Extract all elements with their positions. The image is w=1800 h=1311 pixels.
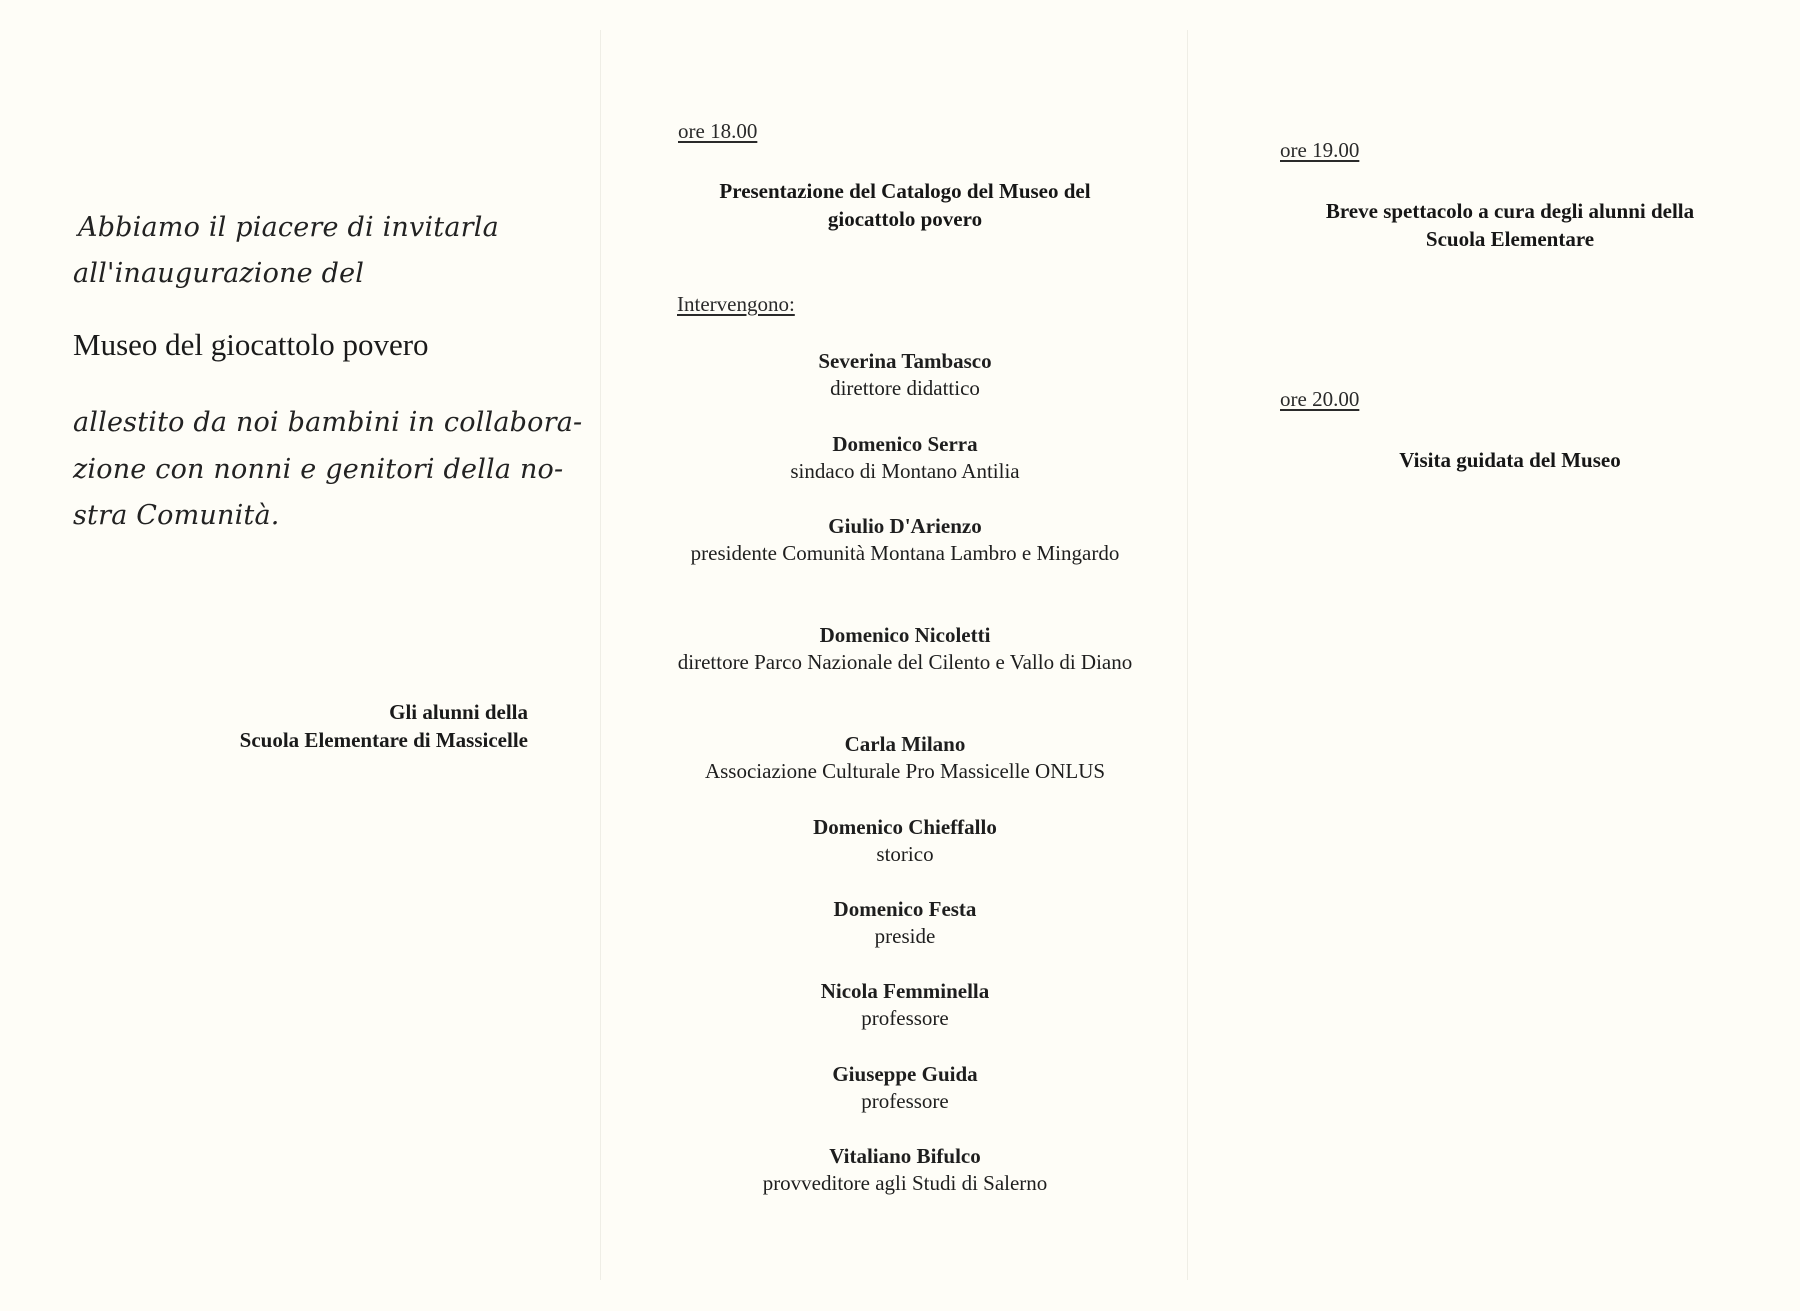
speaker-role: direttore Parco Nazionale del Cilento e Vallo di Diano	[677, 650, 1133, 674]
invite-line-2: all'inaugurazione del	[73, 258, 365, 289]
speaker-name: Giulio D'Arienzo	[828, 514, 982, 538]
setup-line-1: allestito da noi bambini in collabora-	[73, 407, 583, 438]
speaker-name: Domenico Nicoletti	[819, 623, 991, 647]
event-third: Visita guidata del Museo	[1399, 448, 1621, 472]
speaker-item	[670, 622, 1140, 676]
speaker-name: Vitaliano Bifulco	[829, 1144, 981, 1168]
speaker-item	[680, 1061, 1130, 1115]
speaker-role: sindaco di Montano Antilia	[790, 459, 1020, 483]
speaker-name: Giuseppe Guida	[832, 1062, 978, 1086]
time-first: ore 18.00	[678, 119, 758, 143]
speaker-name: Domenico Serra	[832, 432, 978, 456]
speaker-item	[680, 896, 1130, 950]
speaker-role: Associazione Culturale Pro Massicelle ONLUS	[704, 759, 1106, 783]
speaker-role: storico	[876, 842, 934, 866]
signature-line-2: Scuola Elementare di Massicelle	[239, 728, 528, 752]
event-first-line-1: Presentazione del Catalogo del Museo del	[719, 179, 1091, 203]
speakers-label: Intervengono:	[677, 292, 795, 316]
speaker-item	[650, 731, 1160, 785]
speaker-name: Severina Tambasco	[818, 349, 992, 373]
speaker-role: provveditore agli Studi di Salerno	[762, 1171, 1048, 1195]
event-second-line-2: Scuola Elementare	[1425, 227, 1595, 251]
speaker-name: Domenico Chieffallo	[813, 815, 997, 839]
setup-line-3: stra Comunità.	[73, 500, 280, 531]
speaker-role: preside	[874, 924, 936, 948]
time-second: ore 19.00	[1280, 138, 1360, 162]
speaker-item	[680, 978, 1130, 1032]
speaker-role: professore	[861, 1089, 949, 1113]
museum-name: Museo del giocattolo povero	[73, 327, 429, 362]
signature	[240, 698, 528, 754]
signature-line-1: Gli alunni della	[389, 700, 528, 724]
speaker-role: direttore didattico	[830, 376, 980, 400]
fold-line-right	[1187, 30, 1188, 1280]
setup-line-2: zione con nonni e genitori della no-	[73, 454, 564, 485]
event-first	[650, 177, 1160, 233]
event-first-line-2: giocattolo povero	[827, 207, 983, 231]
speaker-item	[680, 431, 1130, 485]
invite-line-1: Abbiamo il piacere di invitarla	[78, 212, 499, 243]
speaker-item	[680, 348, 1130, 402]
speaker-name: Carla Milano	[844, 732, 966, 756]
speaker-item	[680, 814, 1130, 868]
speaker-name: Domenico Festa	[833, 897, 977, 921]
time-third: ore 20.00	[1280, 387, 1360, 411]
speaker-item	[680, 1143, 1130, 1197]
event-second	[1250, 197, 1770, 253]
event-second-line-1: Breve spettacolo a cura degli alunni della	[1325, 199, 1695, 223]
speaker-role: presidente Comunità Montana Lambro e Mingardo	[690, 541, 1120, 565]
speaker-role: professore	[861, 1006, 949, 1030]
speaker-name: Nicola Femminella	[820, 979, 990, 1003]
speaker-item	[680, 513, 1130, 567]
fold-line-left	[600, 30, 601, 1280]
